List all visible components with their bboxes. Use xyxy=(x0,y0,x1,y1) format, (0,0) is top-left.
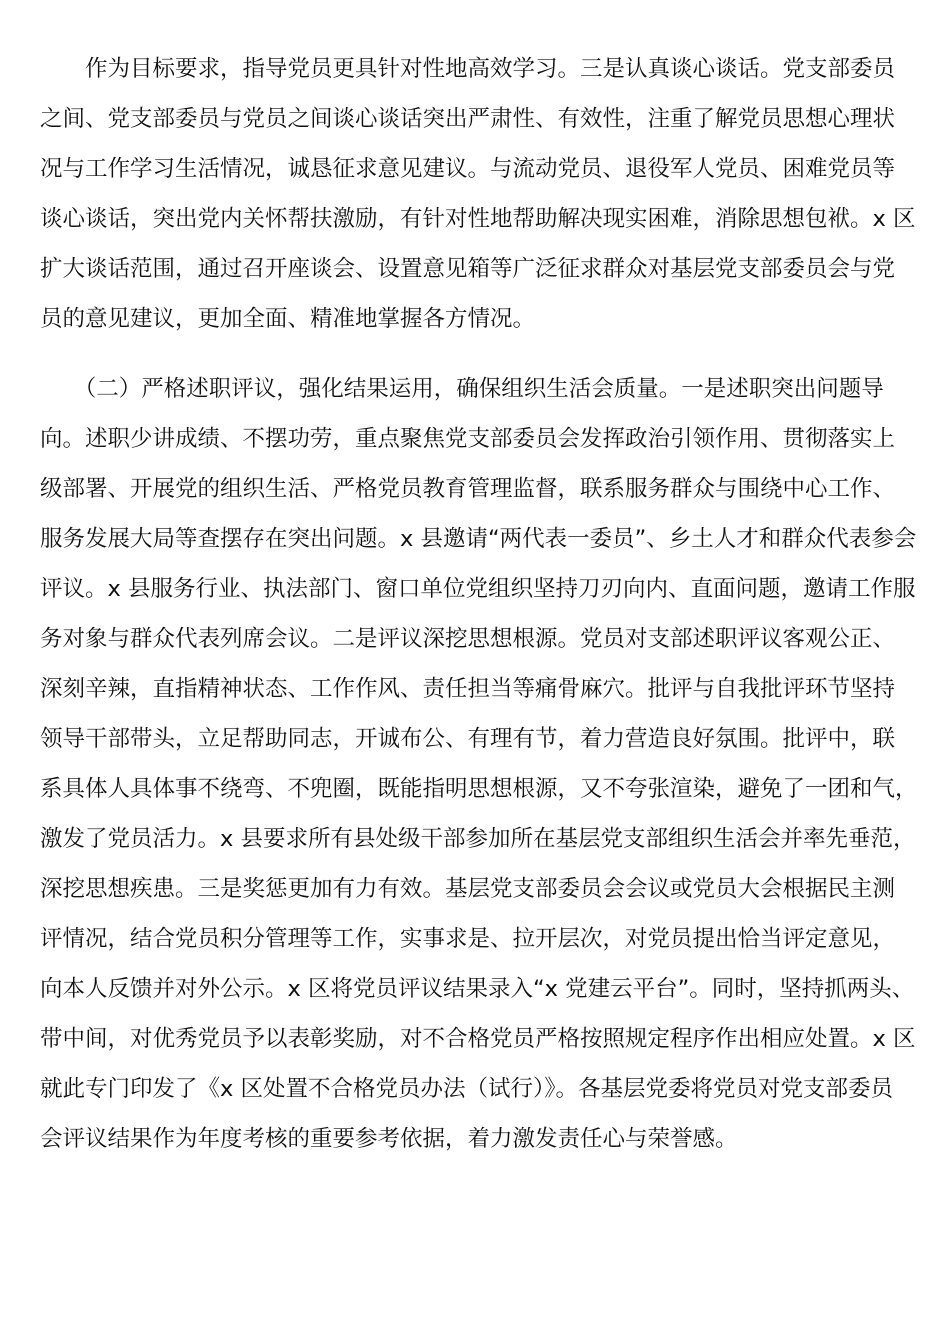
text-line: （二）严格述职评议，强化结果运用，确保组织生活会质量。一是述职突出问题导 xyxy=(40,376,884,402)
text-line: 评议。x 县服务行业、执法部门、窗口单位党组织坚持刀刃向内、直面问题，邀请工作服 xyxy=(40,576,916,602)
document-page xyxy=(40,44,918,1164)
text-line: 带中间，对优秀党员予以表彰奖励，对不合格党员严格按照规定程序作出相应处置。x 区 xyxy=(40,1026,916,1052)
text-line: 激发了党员活力。x 县要求所有县处级干部参加所在基层党支部组织生活会并率先垂范， xyxy=(40,826,916,852)
text-line: 扩大谈话范围，通过召开座谈会、设置意见箱等广泛征求群众对基层党支部委员会与党 xyxy=(40,256,896,282)
text-line: 服务发展大局等查摆存在突出问题。x 县邀请“两代表一委员”、乡土人才和群众代表参会 xyxy=(40,526,917,552)
text-line: 员的意见建议，更加全面、精准地掌握各方情况。 xyxy=(40,306,536,332)
text-line: 领导干部带头，立足帮助同志，开诚布公、有理有节，着力营造良好氛围。批评中，联 xyxy=(40,726,896,752)
text-line: 级部署、开展党的组织生活、严格党员教育管理监督，联系服务群众与围绕中心工作、 xyxy=(40,476,896,502)
text-line: 深刻辛辣，直指精神状态、工作作风、责任担当等痛骨麻穴。批评与自我批评环节坚持 xyxy=(40,676,896,702)
paragraph-spacer xyxy=(40,344,910,364)
paragraph-2 xyxy=(40,364,918,1164)
text-line: 谈心谈话，突出党内关怀帮扶激励，有针对性地帮助解决现实困难，消除思想包袱。x 区 xyxy=(40,206,916,232)
text-line: 作为目标要求，指导党员更具针对性地高效学习。三是认真谈心谈话。党支部委员 xyxy=(40,56,896,82)
text-line: 评情况，结合党员积分管理等工作，实事求是、拉开层次，对党员提出恰当评定意见， xyxy=(40,926,896,952)
text-line: 务对象与群众代表列席会议。二是评议深挖思想根源。党员对支部述职评议客观公正、 xyxy=(40,626,896,652)
text-line: 况与工作学习生活情况，诚恳征求意见建议。与流动党员、退役军人党员、困难党员等 xyxy=(40,156,896,182)
text-line: 向本人反馈并对外公示。x 区将党员评议结果录入“x 党建云平台”。同时，坚持抓两头、 xyxy=(40,976,915,1002)
paragraph-1 xyxy=(40,44,916,344)
text-line: 向。述职少讲成绩、不摆功劳，重点聚焦党支部委员会发挥政治引领作用、贯彻落实上 xyxy=(40,426,896,452)
text-line: 会评议结果作为年度考核的重要参考依据，着力激发责任心与荣誉感。 xyxy=(40,1126,738,1152)
text-line: 就此专门印发了《x 区处置不合格党员办法（试行）》。各基层党委将党员对党支部委员 xyxy=(40,1076,893,1102)
text-line: 系具体人具体事不绕弯、不兜圈，既能指明思想根源，又不夸张渲染，避免了一团和气， xyxy=(40,776,918,802)
text-line: 之间、党支部委员与党员之间谈心谈话突出严肃性、有效性，注重了解党员思想心理状 xyxy=(40,106,896,132)
text-line: 深挖思想疾患。三是奖惩更加有力有效。基层党支部委员会会议或党员大会根据民主测 xyxy=(40,876,896,902)
